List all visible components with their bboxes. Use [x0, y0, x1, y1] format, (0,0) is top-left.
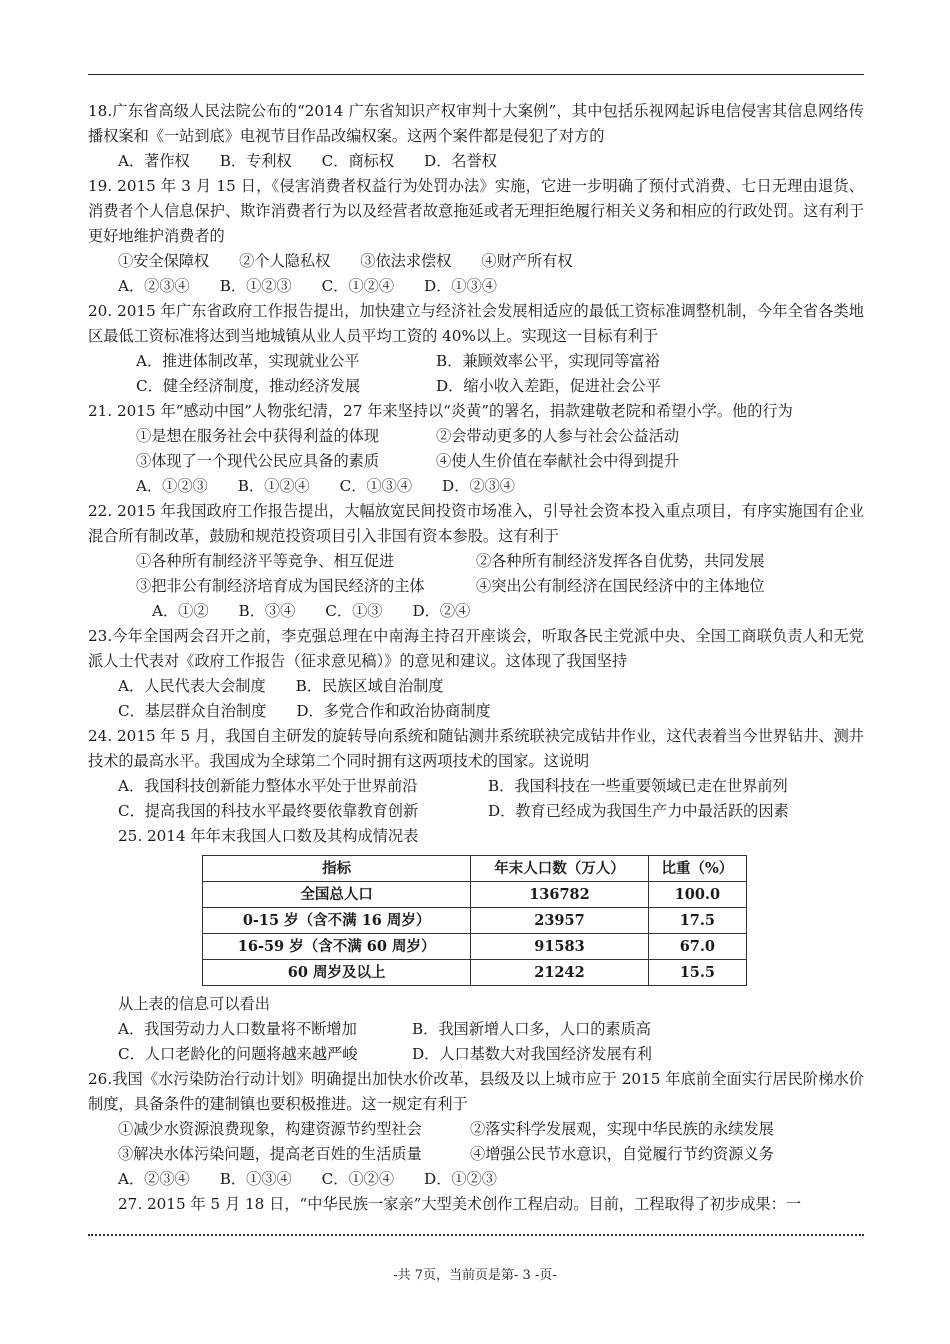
item-2: ②落实科学发展观，实现中华民族的永续发展: [470, 1120, 774, 1138]
item-1: ①减少水资源浪费现象，构建资源节约型社会: [118, 1120, 422, 1138]
question-25-options-row2: [88, 1042, 864, 1067]
option-a: A．我国劳动力人口数量将不断增加: [118, 1020, 357, 1038]
option-a: A．②③④: [118, 1170, 190, 1188]
option-b: B．①③④: [219, 1170, 292, 1188]
option-b: B．民族区域自治制度: [295, 677, 444, 695]
population-table: [202, 855, 747, 986]
option-a: A．①②: [152, 602, 209, 620]
table-cell: 67.0: [648, 934, 746, 960]
item-1: ①安全保障权: [118, 252, 210, 270]
question-18-stem: 18.广东省高级人民法院公布的“2014 广东省知识产权审判十大案例”，其中包括乐视网起诉电信侵害其信息网络传播权案和《一站到底》电视节目作品改编权案。这两个案件都是侵犯了对方的: [88, 102, 864, 145]
question-24-options-row2: [88, 799, 864, 824]
question-25-prompt: 从上表的信息可以看出: [118, 995, 270, 1013]
question-22-stem: 22. 2015 年我国政府工作报告提出，大幅放宽民间投资市场准入，引导社会资本投入重点项目，有序实施国有企业混合所有制改革，鼓励和规范投资项目引入非国有资本参股。这有利于: [88, 502, 864, 545]
option-d: D．多党合作和政治协商制度: [296, 702, 491, 720]
item-3: ③依法求偿权: [360, 252, 452, 270]
table-cell: 91583: [471, 934, 649, 960]
option-d: D．缩小收入差距，促进社会公平: [436, 377, 661, 395]
option-c: C．健全经济制度，推动经济发展: [136, 377, 361, 395]
option-a: A．②③④: [118, 277, 190, 295]
option-d: D．名誉权: [424, 152, 497, 170]
table-cell: 60 周岁及以上: [203, 960, 471, 986]
item-1: ①各种所有制经济平等竞争、相互促进: [136, 552, 395, 570]
question-19-options: [88, 274, 864, 299]
question-25-stem: 25. 2014 年年末我国人口数及其构成情况表: [118, 827, 419, 845]
question-22-items-row2: [88, 574, 864, 599]
question-27-stem: 27. 2015 年 5 月 18 日，“中华民族一家亲”大型美术创作工程启动。目前，工程取得了初步成果：一: [118, 1195, 802, 1213]
option-a: A．著作权: [118, 152, 190, 170]
table-row: [203, 908, 747, 934]
item-3: ③解决水体污染问题，提高老百姓的生活质量: [118, 1145, 422, 1163]
item-3: ③把非公有制经济培育成为国民经济的主体: [136, 577, 425, 595]
item-1: ①是想在服务社会中获得利益的体现: [136, 427, 379, 445]
question-20-options-row2: [88, 374, 864, 399]
table-cell: 21242: [471, 960, 649, 986]
table-header: 比重（%）: [648, 856, 746, 882]
option-c: C．①②④: [321, 1170, 395, 1188]
option-c: C．①③: [325, 602, 383, 620]
option-d: D．①③④: [424, 277, 497, 295]
option-b: B．专利权: [219, 152, 292, 170]
option-b: B．①②③: [219, 277, 292, 295]
option-a: A．我国科技创新能力整体水平处于世界前沿: [118, 777, 418, 795]
option-b: B．我国科技在一些重要领域已走在世界前列: [488, 777, 788, 795]
item-2: ②各种所有制经济发挥各自优势，共同发展: [476, 552, 765, 570]
question-18-options: [88, 149, 864, 174]
question-20-stem: 20. 2015 年广东省政府工作报告提出，加快建立与经济社会发展相适应的最低工资标准调整机制，今年全省各类地区最低工资标准将达到当地城镇从业人员平均工资的 40%以上。实现这一目标有利于: [88, 302, 864, 345]
question-21-options: [88, 474, 864, 499]
question-26-items-row1: [88, 1117, 864, 1142]
question-26-stem: 26.我国《水污染防治行动计划》明确提出加快水价改革，县级及以上城市应于 2015 年底前全面实行居民阶梯水价制度，具备条件的建制镇也要积极推进。这一规定有利于: [88, 1070, 864, 1113]
option-c: C．商标权: [321, 152, 395, 170]
option-c: C．基层群众自治制度: [118, 702, 267, 720]
question-19-stem: 19. 2015 年 3 月 15 日，《侵害消费者权益行为处罚办法》实施，它进一步明确了预付式消费、七日无理由退货、消费者个人信息保护、欺诈消费者行为以及经营者故意拖延或者无理拒绝履行相关义务和相应的行政处罚。这有利于更好地维护消费者的: [88, 177, 864, 245]
question-26-options: [88, 1167, 864, 1192]
option-b: B．我国新增人口多，人口的素质高: [412, 1020, 651, 1038]
question-21-items-row1: [88, 424, 864, 449]
table-cell: 100.0: [648, 882, 746, 908]
table-cell: 全国总人口: [203, 882, 471, 908]
table-cell: 0-15 岁（含不满 16 周岁）: [203, 908, 471, 934]
header-rule: [88, 74, 864, 75]
option-a: A．人民代表大会制度: [118, 677, 266, 695]
question-24-options-row1: [88, 774, 864, 799]
page-bottom-dotted-rule: [88, 1234, 864, 1236]
question-26-items-row2: [88, 1142, 864, 1167]
question-22-options: [88, 599, 864, 624]
item-2: ②个人隐私权: [239, 252, 331, 270]
table-row: [203, 882, 747, 908]
item-4: ④突出公有制经济在国民经济中的主体地位: [476, 577, 765, 595]
option-d: D．人口基数大对我国经济发展有利: [412, 1045, 652, 1063]
item-3: ③体现了一个现代公民应具备的素质: [136, 452, 379, 470]
table-cell: 23957: [471, 908, 649, 934]
option-c: C．①③④: [339, 477, 413, 495]
question-20-options-row1: [88, 349, 864, 374]
question-22-items-row1: [88, 549, 864, 574]
item-4: ④使人生价值在奉献社会中得到提升: [436, 452, 679, 470]
table-cell: 136782: [471, 882, 649, 908]
option-d: D．②④: [412, 602, 471, 620]
option-d: D．②③④: [442, 477, 515, 495]
question-21-items-row2: [88, 449, 864, 474]
question-21-stem: 21. 2015 年“感动中国”人物张纪清，27 年来坚持以“炎黄”的署名，捐款建敬老院和希望小学。他的行为: [88, 402, 793, 420]
table-header-row: [203, 856, 747, 882]
option-d: D．教育已经成为我国生产力中最活跃的因素: [488, 802, 789, 820]
option-a: A．推进体制改革，实现就业公平: [136, 352, 360, 370]
table-header: 指标: [203, 856, 471, 882]
table-row: [203, 960, 747, 986]
table-header: 年末人口数（万人）: [471, 856, 649, 882]
option-a: A．①②③: [136, 477, 208, 495]
option-d: D．①②③: [424, 1170, 497, 1188]
option-b: B．兼顾效率公平，实现同等富裕: [436, 352, 660, 370]
option-c: C．①②④: [321, 277, 395, 295]
question-23-stem: 23.今年全国两会召开之前，李克强总理在中南海主持召开座谈会，听取各民主党派中央、全国工商联负责人和无党派人士代表对《政府工作报告（征求意见稿）》的意见和建议。这体现了我国坚持: [88, 627, 864, 670]
page-content: [88, 99, 864, 1217]
page-footer: -共 7页，当前页是第- 3 -页-: [393, 1268, 557, 1283]
table-cell: 17.5: [648, 908, 746, 934]
question-25-options-row1: [88, 1017, 864, 1042]
question-23-options-row1: [88, 674, 864, 699]
question-19-items: [88, 249, 864, 274]
item-4: ④增强公民节水意识，自觉履行节约资源义务: [470, 1145, 774, 1163]
option-c: C．提高我国的科技水平最终要依靠教育创新: [118, 802, 419, 820]
option-c: C．人口老龄化的问题将越来越严峻: [118, 1045, 358, 1063]
item-2: ②会带动更多的人参与社会公益活动: [436, 427, 679, 445]
option-b: B．①②④: [237, 477, 310, 495]
table-cell: 16-59 岁（含不满 60 周岁）: [203, 934, 471, 960]
question-23-options-row2: [88, 699, 864, 724]
table-row: [203, 934, 747, 960]
option-b: B．③④: [238, 602, 296, 620]
question-24-stem: 24. 2015 年 5 月，我国自主研发的旋转导向系统和随钻测井系统联袂完成钻井作业，这代表着当今世界钻井、测井技术的最高水平。我国成为全球第二个同时拥有这两项技术的国家。这说明: [88, 727, 864, 770]
item-4: ④财产所有权: [481, 252, 573, 270]
table-cell: 15.5: [648, 960, 746, 986]
